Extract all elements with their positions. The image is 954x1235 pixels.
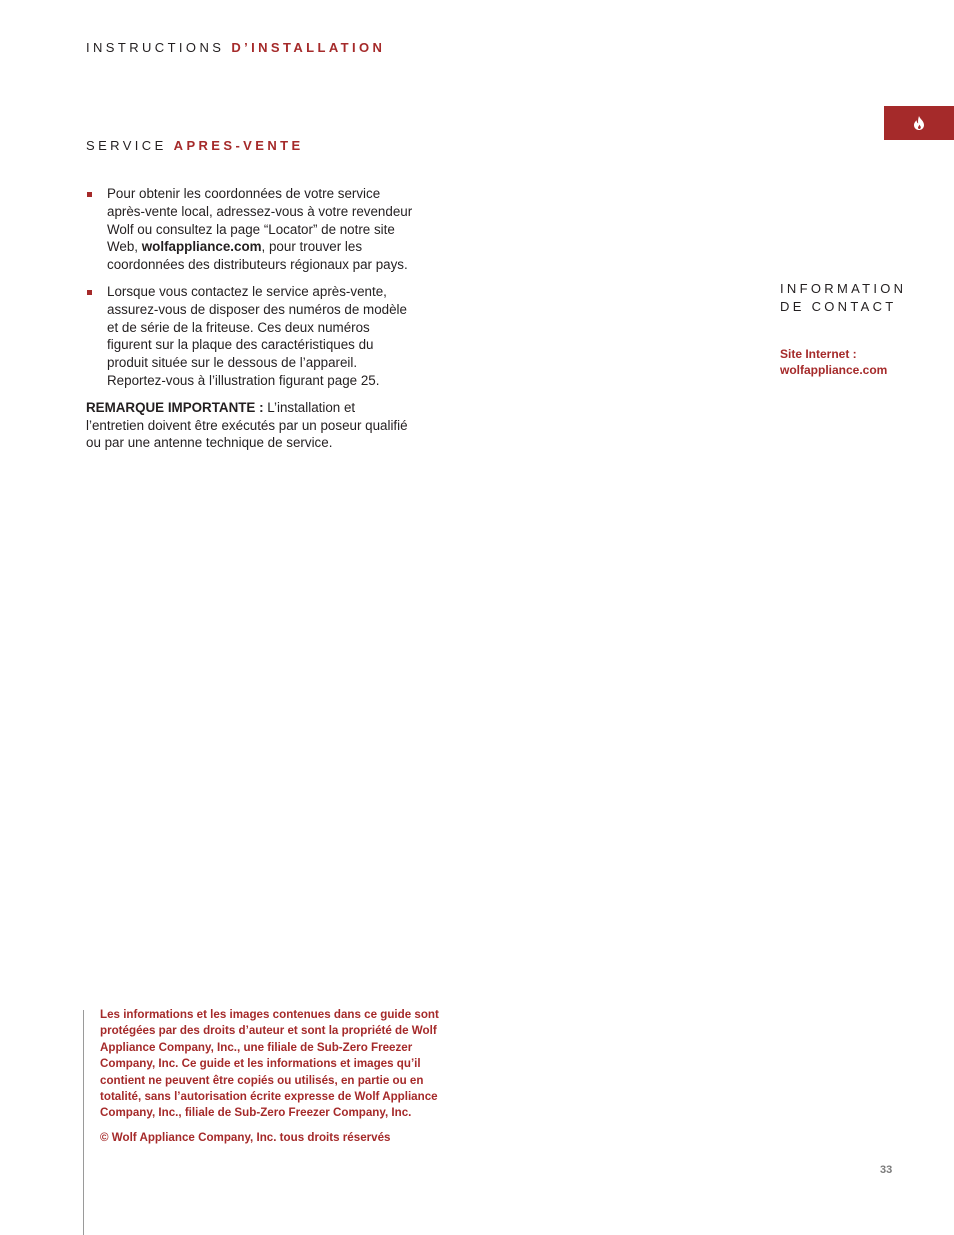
list-item xyxy=(86,283,416,390)
footer-divider xyxy=(83,1010,84,1235)
important-note xyxy=(86,399,416,452)
sidebar-title xyxy=(780,280,906,316)
sidebar-title-line: INFORMATION xyxy=(780,281,907,296)
section-tab xyxy=(884,106,954,140)
list-item xyxy=(86,185,416,274)
section-title-accent: APRES-VENTE xyxy=(173,138,304,153)
header-accent: D’INSTALLATION xyxy=(231,40,386,55)
header-prefix: INSTRUCTIONS xyxy=(86,40,225,55)
bullet-text xyxy=(107,185,416,274)
note-label: REMARQUE IMPORTANTE : xyxy=(86,399,264,415)
copyright-text: Les informations et les images contenues dans ce guide sont protégées par des droits d’auteur et sont la propriété de Wolf Appliance Company, Inc., une filiale de Sub-Zero Freezer Company, Inc. Ce guide et les informations et images qu’il contient ne peuvent être copiés ou utilisés, en partie ou en totalité, sans l’autorisation écrite expresse de Wolf Appliance Company, Inc., filiale de Sub-Zero Freezer Company, Inc. xyxy=(100,1008,439,1120)
running-header xyxy=(86,40,385,55)
sidebar-title-line: DE CONTACT xyxy=(780,299,897,314)
bullet-square-icon xyxy=(87,192,92,197)
section-title-prefix: SERVICE xyxy=(86,138,167,153)
flame-icon xyxy=(913,116,925,130)
bullet-text-part: , pour trouver les coordonnées des distributeurs régionaux par pays. xyxy=(107,239,408,273)
website-link[interactable]: wolfappliance.com xyxy=(141,239,262,255)
rights-reserved: © Wolf Appliance Company, Inc. tous droits réservés xyxy=(100,1130,391,1144)
sidebar-contact xyxy=(780,346,887,378)
bullet-text: Lorsque vous contactez le service après-vente, assurez-vous de disposer des numéros de modèle et de série de la friteuse. Ces deux numéros figurent sur la plaque des caractéristiques du produit située sur le dessous de l’appareil. Reportez-vous à l’illustration figurant page 25. xyxy=(107,283,407,388)
section-title xyxy=(86,138,304,153)
page-number: 33 xyxy=(880,1164,893,1176)
note-text: L’installation et l’entretien doivent être exécutés par un poseur qualifié ou par une antenne technique de service. xyxy=(86,399,408,451)
main-content xyxy=(86,185,416,452)
copyright-notice xyxy=(100,1007,460,1146)
contact-label: Site Internet : xyxy=(780,347,857,361)
bullet-square-icon xyxy=(87,290,92,295)
bullet-text-part: Pour obtenir les coordonnées de votre service après-vente local, adressez-vous à votre revendeur Wolf ou consultez la page “Locator” de notre site Web, xyxy=(107,186,413,255)
contact-website-link[interactable]: wolfappliance.com xyxy=(780,363,888,377)
